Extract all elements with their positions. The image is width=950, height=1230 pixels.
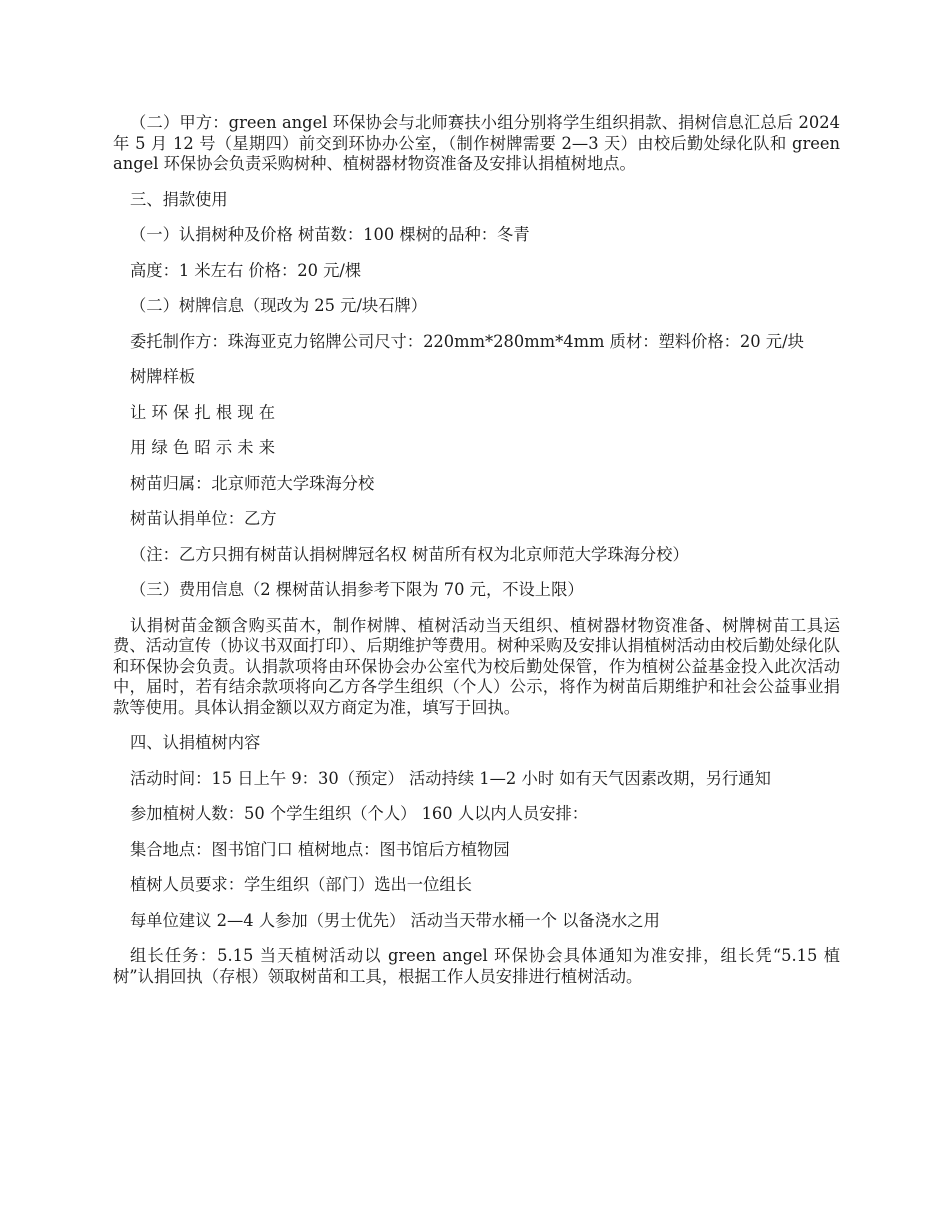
paragraph-tree-species-price: （一）认捐树种及价格 树苗数：100 棵树的品种：冬青 <box>130 225 530 244</box>
paragraph-tree-ownership: 树苗归属：北京师范大学珠海分校 <box>130 473 375 493</box>
paragraph-unit-suggestion: 每单位建议 2—4 人参加（男士优先） 活动当天带水桶一个 以备浇水之用 <box>130 910 660 930</box>
paragraph-donor-unit: 树苗认捐单位：乙方 <box>130 509 277 528</box>
paragraph-note: （注：乙方只拥有树苗认捐树牌冠名权 树苗所有权为北京师范大学珠海分校） <box>130 544 689 564</box>
paragraph-participant-count: 参加植树人数：50 个学生组织（个人） 160 人以内人员安排： <box>130 804 589 823</box>
paragraph-slogan-line-1: 让 环 保 扎 根 现 在 <box>130 402 276 422</box>
paragraph-party-a-duties: （二）甲方：green angel 环保协会与北师赛扶小组分别将学生组织捐款、捐树信息汇总后 2024 年 5 月 12 号（星期四）前交到环协办公室，（制作树牌需要 2—3 天）由校后勤处绿化队和 green angel 环保协会负责采购树种、植树器材物资准备及安排认捐植树地点。 <box>113 113 840 173</box>
paragraph-cost-details: 认捐树苗金额含购买苗木，制作树牌、植树活动当天组织、植树器材物资准备、树牌树苗工具运费、活动宣传（协议书双面打印）、后期维护等费用。树种采购及安排认捐植树活动由校后勤处绿化队和环保协会负责。认捐款项将由环保协会办公室代为校后勤处保管，作为植树公益基金投入此次活动中，届时，若有结余款项将向乙方各学生组织（个人）公示，将作为树苗后期维护和社会公益事业捐款等使用。具体认捐金额以双方商定为准，填写于回执。 <box>113 615 840 717</box>
paragraph-leader-tasks: 组长任务：5.15 当天植树活动以 green angel 环保协会具体通知为准安排，组长凭“5.15 植树”认捐回执（存根）领取树苗和工具，根据工作人员安排进行植树活动。 <box>113 946 840 986</box>
paragraph-tree-sign-info: （二）树牌信息（现改为 25 元/块石牌） <box>130 296 428 315</box>
paragraph-height-price: 高度：1 米左右 价格：20 元/棵 <box>130 260 362 280</box>
section-heading-planting-content: 四、认捐植树内容 <box>130 733 261 752</box>
paragraph-meeting-place: 集合地点：图书馆门口 植树地点：图书馆后方植物园 <box>130 839 510 859</box>
section-heading-donation-use: 三、捐款使用 <box>130 189 228 209</box>
paragraph-sign-template: 树牌样板 <box>130 367 196 386</box>
paragraph-personnel-requirements: 植树人员要求：学生组织（部门）选出一位组长 <box>130 875 472 894</box>
paragraph-slogan-line-2: 用 绿 色 昭 示 未 来 <box>130 438 276 457</box>
paragraph-cost-info: （三）费用信息（2 棵树苗认捐参考下限为 70 元，不设上限） <box>130 580 584 599</box>
document-page <box>113 113 840 1002</box>
paragraph-sign-maker: 委托制作方：珠海亚克力铭牌公司尺寸：220mm*280mm*4mm 质材：塑料价格：20 元/块 <box>130 331 804 351</box>
paragraph-activity-time: 活动时间：15 日上午 9：30（预定） 活动持续 1—2 小时 如有天气因素改期，另行通知 <box>130 768 771 788</box>
